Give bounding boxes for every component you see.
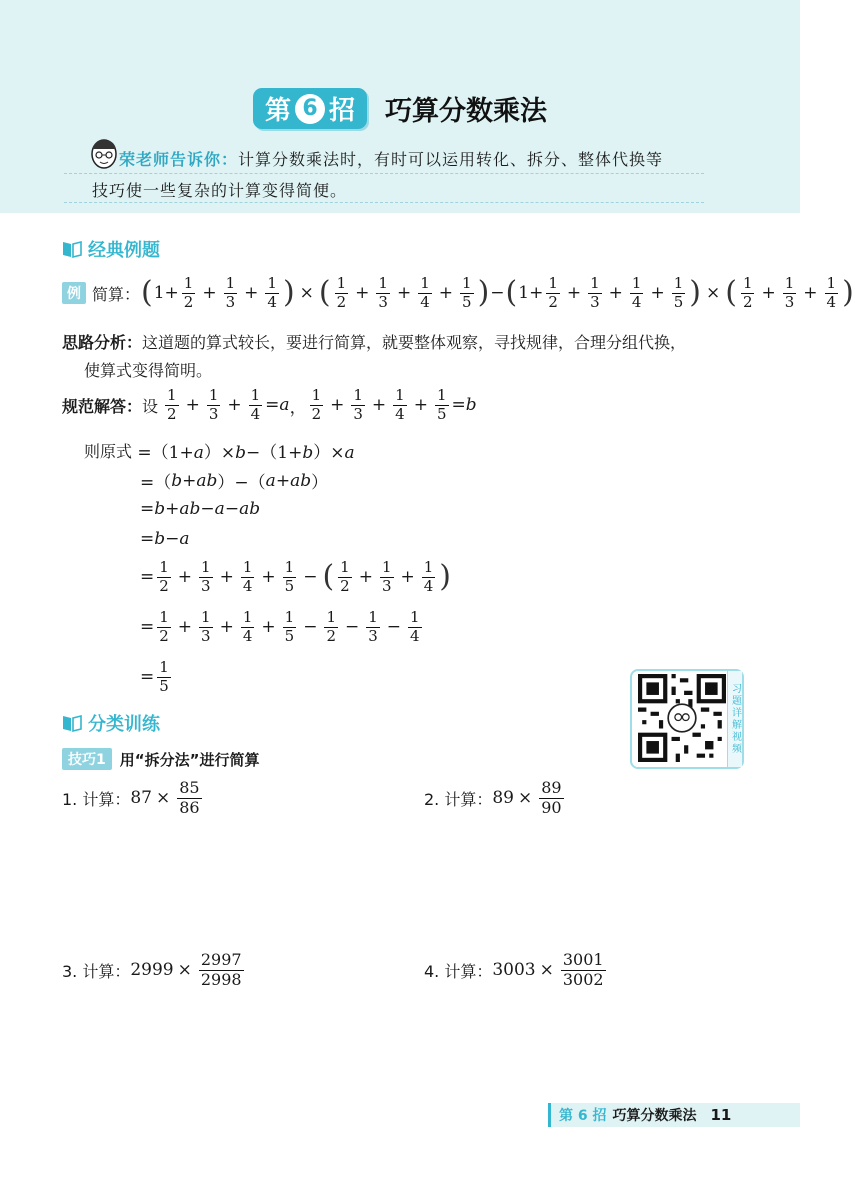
qr-code-icon [638,674,726,762]
example-prompt: 简算： [92,284,141,304]
tip-text-1: 计算分数乘法时，有时可以运用转化、拆分、整体代换等 [238,150,664,169]
analysis-label: 思路分析： [62,333,143,352]
problem-3: 3. 计算： 2999 × $\frac{2997}{2998}$ [62,950,242,989]
page-title: 巧算分数乘法 [385,96,548,127]
problem-label: 3. 计算： [62,961,131,981]
page-footer [548,1103,800,1127]
problem-2: 2. 计算： 89 × $\frac{89}{90}$ [424,778,562,817]
skill-tag: 技巧1 [62,748,112,770]
badge-suffix: 招 [329,96,356,126]
solution-step-3: = b + ab − a − ab [140,499,261,519]
analysis [62,329,752,385]
qr-caption: 习题详解视频 [727,671,742,767]
solution-step-6: = $\frac{1}{2}$ + $\frac{1}{3}$ + $\frac{1}{4}$ + $\frac{1}{5}$ − $\frac{1}{2}$ − $\frac{1}{3}$ − $\frac{1}{4}$ [140,608,420,645]
badge-prefix: 第 [264,96,291,126]
qr-code-card[interactable] [630,669,744,769]
problem-numerator: 89 [541,778,562,797]
problem-numerator: 2997 [200,950,242,969]
training-section-heading [62,710,160,736]
problem-denominator: 2998 [200,969,242,989]
badge-number: 6 [295,94,325,124]
tip-line-1 [64,147,704,174]
then-label: 则原式 [84,442,133,461]
problem-numerator: 3001 [562,950,604,969]
analysis-text-1: 这道题的算式较长，要进行简算，就要整体观察，寻找规律，合理分组代换， [142,333,687,352]
problem-denominator: 90 [541,797,562,817]
problem-whole: 2999 [130,960,174,981]
chapter-badge [253,88,367,129]
analysis-text-2: 使算式变得简明。 [84,361,213,380]
solution-setup: 规范解答： 设 $\frac{1}{2}$ + $\frac{1}{3}$ + $\frac{1}{4}$ = a ， $\frac{1}{2}$ + $\frac{1}{3}$ + $\frac{1}{4}$ + $\frac{1}{5}$ = b [62,386,477,423]
problem-label: 4. 计算： [424,961,493,981]
tip-text-2: 技巧使一些复杂的计算变得简便。 [92,181,348,200]
problem-1: 1. 计算： 87 × $\frac{85}{86}$ [62,778,200,817]
problem-label: 1. 计算： [62,789,131,809]
problem-whole: 3003 [492,960,536,981]
solution-set: 设 [142,396,159,416]
book-icon [62,240,82,258]
training-heading-text: 分类训练 [88,714,160,735]
solution-step-2: =（ b + ab ）−（ a + ab ） [140,470,329,493]
tip-line-2 [64,178,704,203]
problem-label: 2. 计算： [424,789,493,809]
tip-teacher-label: 荣老师告诉你： [119,150,239,169]
book-icon [62,714,82,732]
footer-chapter: 第 6 招 [559,1108,607,1124]
footer-title: 巧算分数乘法 [612,1108,697,1124]
problem-whole: 89 [492,788,514,809]
solution-step-5: = $\frac{1}{2}$ + $\frac{1}{3}$ + $\frac{1}{4}$ + $\frac{1}{5}$ − ( $\frac{1}{2}$ + $\frac{1}{3}$ + $\frac{1}{4}$ ) [140,558,452,595]
example-section-heading [62,236,160,262]
problem-whole: 87 [130,788,152,809]
problem-numerator: 85 [179,778,200,797]
page-number: 11 [710,1106,732,1124]
chapter-title [0,88,800,129]
solution-step-1: 则原式 =（1+a）×b−（1+b）×a [84,438,355,463]
problem-4: 4. 计算： 3003 × $\frac{3001}{3002}$ [424,950,604,989]
example-tag: 例 [62,282,86,304]
problem-denominator: 3002 [562,969,604,989]
solution-result: = $\frac{1}{5}$ [140,658,169,695]
example-problem: 例 简算： ( 1+ $\frac{1}{2}$ + $\frac{1}{3}$ + $\frac{1}{4}$ ) × ( $\frac{1}{2}$ + $\frac{1}{3}$ + $\frac{1}{4}$ + $\frac{1}{5}$ ) − ( 1+ $\frac{1}{2}$ + $\frac{1}{3}$ + $\frac{1}{4}$ + $\frac{1}{5}$ ) × ( $\frac{1}{2}$ + $\frac{1}{3}$ + $\frac{1}{4}$ ) [62,276,855,311]
skill-description: 用“拆分法”进行简算 [119,750,260,769]
footer-accent-bar [548,1103,551,1127]
skill-row [62,748,259,770]
problem-denominator: 86 [179,797,200,817]
example-heading-text: 经典例题 [88,240,160,261]
solution-step-4: = b − a [140,529,190,549]
solution-label: 规范解答： [62,396,143,416]
